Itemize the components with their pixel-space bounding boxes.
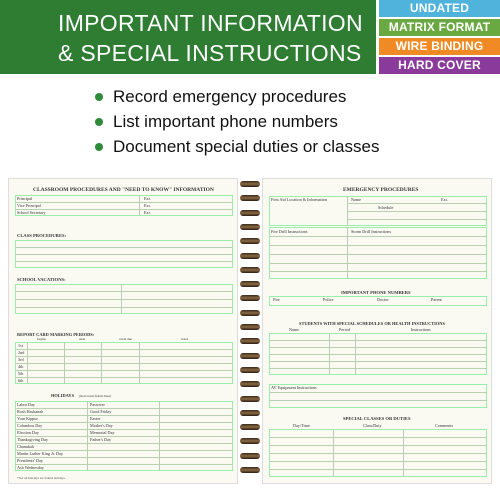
- bullet-icon: [95, 93, 103, 101]
- binding-ring: [240, 353, 260, 359]
- class-procedures-heading: CLASS PROCEDURES:: [17, 233, 67, 238]
- binding-ring: [240, 310, 260, 316]
- holidays-heading: HOLIDAYS: [51, 393, 75, 398]
- staff-box: [15, 195, 233, 216]
- feature-item: Document special duties or classes: [95, 134, 495, 159]
- binding-ring: [240, 224, 260, 230]
- binding-ring: [240, 453, 260, 459]
- binding-ring: [240, 438, 260, 444]
- binding-ring: [240, 295, 260, 301]
- fire-drill-label: Fire Drill Instructions: [271, 229, 308, 234]
- binding-ring: [240, 324, 260, 330]
- wire-binding-spiral: [238, 181, 262, 481]
- feature-item: List important phone numbers: [95, 109, 495, 134]
- staff-principal: Principal: [17, 196, 33, 201]
- planner-left-page: CLASSROOM PROCEDURES AND "NEED TO KNOW" INFORMATION Principal Vice Principal School Secretary Ext. Ext. Ext. CLASS PROCEDURES: SCHOOL VACATIONS: REPORT CARD MARKING PERIODS: begins ends cards due notes 1st 2nd 3rd 4th 5th 6th HOLIDAYS (most recent federal dates) Labor Day Rosh Hashanah Yom Kippur Columbus Day Election Day Thanksgiving Day Chanukah Martin Luther King Jr. Day Presidents' Day Ash Wednesday Passover Good Friday Easter Mother's Day Memorial Day Father's Day *Not all holidays are federal holidays.: [8, 178, 238, 484]
- binding-ring: [240, 381, 260, 387]
- staff-secretary: School Secretary: [17, 210, 46, 215]
- tag-hard-cover: HARD COVER: [379, 57, 500, 74]
- binding-ring: [240, 396, 260, 402]
- tag-wire-binding: WIRE BINDING: [379, 38, 500, 55]
- binding-ring: [240, 181, 260, 187]
- bullet-icon: [95, 143, 103, 151]
- school-vacations-heading: SCHOOL VACATIONS:: [17, 277, 66, 282]
- binding-ring: [240, 267, 260, 273]
- binding-ring: [240, 367, 260, 373]
- tag-matrix-format: MATRIX FORMAT: [379, 19, 500, 36]
- binding-ring: [240, 281, 260, 287]
- binding-ring: [240, 424, 260, 430]
- binding-ring: [240, 238, 260, 244]
- av-box: [269, 384, 487, 408]
- binding-ring: [240, 253, 260, 259]
- planner-right-page: EMERGENCY PROCEDURES First Aid Location & Information Name Ext. Schedule Fire Drill Instructions Storm Drill Instructions IMPORTANT PHONE NUMBERS Fire Police Doctor Parent STUDENTS WITH SPECIAL SCHEDULES OR HEALTH INSTRUCTIONS Name Period Instructions AV Equipment Instructions SPECIAL CLASSES OR DUTIES Day/Time Class/Duty Comments: [262, 178, 492, 484]
- first-aid-label: First Aid Location & Information: [271, 197, 328, 202]
- tag-undated: UNDATED: [379, 0, 500, 17]
- feature-list: [95, 84, 495, 159]
- binding-ring: [240, 338, 260, 344]
- emergency-heading: EMERGENCY PROCEDURES: [343, 187, 419, 193]
- bullet-icon: [95, 118, 103, 126]
- storm-drill-label: Storm Drill Instructions: [351, 229, 392, 234]
- holidays-footnote: *Not all holidays are federal holidays.: [17, 476, 66, 480]
- staff-vice-principal: Vice Principal: [17, 203, 41, 208]
- av-label: AV Equipment Instructions: [271, 385, 317, 390]
- banner-title-line2: & SPECIAL INSTRUCTIONS: [58, 40, 362, 66]
- header-banner: [0, 0, 376, 74]
- binding-ring: [240, 210, 260, 216]
- binding-ring: [240, 410, 260, 416]
- binding-ring: [240, 467, 260, 473]
- binding-ring: [240, 195, 260, 201]
- feature-item: Record emergency procedures: [95, 84, 495, 109]
- special-heading: SPECIAL CLASSES OR DUTIES: [343, 416, 411, 421]
- students-heading: STUDENTS WITH SPECIAL SCHEDULES OR HEALTH INSTRUCTIONS: [299, 321, 445, 326]
- report-card-heading: REPORT CARD MARKING PERIODS:: [17, 332, 95, 337]
- left-page-title: CLASSROOM PROCEDURES AND "NEED TO KNOW" INFORMATION: [33, 187, 214, 193]
- banner-title-line1: IMPORTANT INFORMATION: [58, 10, 363, 36]
- phone-heading: IMPORTANT PHONE NUMBERS: [341, 290, 411, 295]
